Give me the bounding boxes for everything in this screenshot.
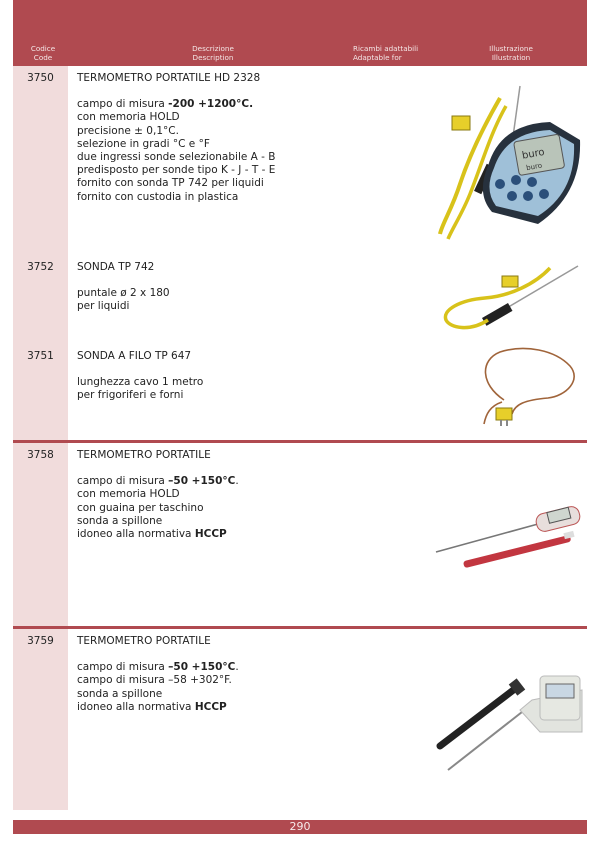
product-code: 3751	[27, 350, 54, 362]
spec-bold: –50 +150°C	[168, 475, 236, 488]
spec-bold: HCCP	[194, 528, 227, 541]
display-reading: buro	[521, 146, 546, 162]
header-spares	[353, 44, 443, 62]
product-code: 3759	[27, 635, 54, 647]
spec-line: con guaina per taschino	[77, 501, 204, 514]
spec-line: con memoria HOLD	[77, 488, 180, 501]
product-title: SONDA TP 742	[77, 261, 155, 273]
spec-line: fornito con sonda TP 742 per liquidi	[77, 177, 264, 190]
spec-line: sonda a spillone	[77, 687, 163, 700]
header-spares-en: Adaptable for	[353, 53, 402, 62]
product-code: 3752	[27, 261, 54, 273]
spec-suffix: .	[235, 661, 239, 674]
header-spares-it: Ricambi adattabili	[353, 44, 419, 53]
spec-text: campo di misura	[77, 98, 169, 111]
header-code-en: Code	[33, 53, 53, 62]
spec-bold: -200 +1200°C.	[168, 98, 254, 111]
spec-line: per liquidi	[77, 300, 130, 313]
product-description	[77, 350, 203, 403]
probe-thermometer-image	[432, 662, 587, 782]
spec-suffix: .	[235, 475, 239, 488]
spec-line	[77, 528, 239, 541]
product-code: 3758	[27, 449, 54, 461]
product-title: SONDA A FILO TP 647	[77, 350, 192, 362]
product-description	[77, 635, 239, 714]
header-code	[23, 44, 63, 62]
header-illustration	[473, 44, 549, 62]
header-code-it: Codice	[30, 44, 56, 53]
section-divider	[13, 626, 587, 629]
product-title: TERMOMETRO PORTATILE	[77, 635, 211, 647]
probe-tp742-image	[440, 262, 585, 338]
header-description	[163, 44, 263, 62]
section-divider	[13, 440, 587, 443]
spec-bold: –50 +150°C	[168, 661, 236, 674]
spec-line: sonda a spillone	[77, 514, 163, 527]
probe-tp647-image	[470, 344, 580, 434]
spec-line: selezione in gradi °C e °F	[77, 137, 210, 150]
spec-text: idoneo alla normativa	[77, 528, 195, 541]
spec-bold: HCCP	[194, 700, 227, 713]
product-title: TERMOMETRO PORTATILE	[77, 449, 211, 461]
spec-line: lunghezza cavo 1 metro	[77, 376, 204, 389]
header-description-it: Descrizione	[192, 44, 234, 53]
spec-line: predisposto per sonde tipo K - J - T - E	[77, 164, 276, 177]
catalog-header	[13, 0, 587, 66]
spec-line	[77, 475, 239, 488]
product-description	[77, 449, 239, 541]
display-reading-small: buro	[525, 161, 543, 173]
page-footer	[13, 820, 587, 834]
header-illustration-it: Illustrazione	[489, 44, 533, 53]
spec-line	[77, 98, 276, 111]
spec-line: fornito con custodia in plastica	[77, 190, 239, 203]
header-description-en: Description	[192, 53, 234, 62]
spec-line	[77, 701, 239, 714]
spec-line: due ingressi sonde selezionabile A - B	[77, 151, 276, 164]
spec-line: precisione ± 0,1°C.	[77, 124, 179, 137]
spec-line: per frigoriferi e forni	[77, 389, 184, 402]
spec-line: con memoria HOLD	[77, 111, 180, 124]
product-code: 3750	[27, 72, 54, 84]
code-column-band	[13, 66, 68, 810]
spec-text: campo di misura	[77, 661, 169, 674]
product-description	[77, 72, 276, 204]
spec-line: puntale ø 2 x 180	[77, 287, 170, 300]
header-illustration-en: Illustration	[491, 53, 531, 62]
spec-text: idoneo alla normativa	[77, 700, 195, 713]
spec-line: campo di misura –58 +302°F.	[77, 674, 232, 687]
thermometer-hd2328-image	[430, 84, 585, 244]
product-title: TERMOMETRO PORTATILE HD 2328	[77, 72, 261, 84]
page-number: 290	[289, 820, 311, 833]
spec-line	[77, 661, 239, 674]
product-description	[77, 261, 170, 314]
spec-text: campo di misura	[77, 475, 169, 488]
pocket-thermometer-image	[432, 496, 587, 576]
